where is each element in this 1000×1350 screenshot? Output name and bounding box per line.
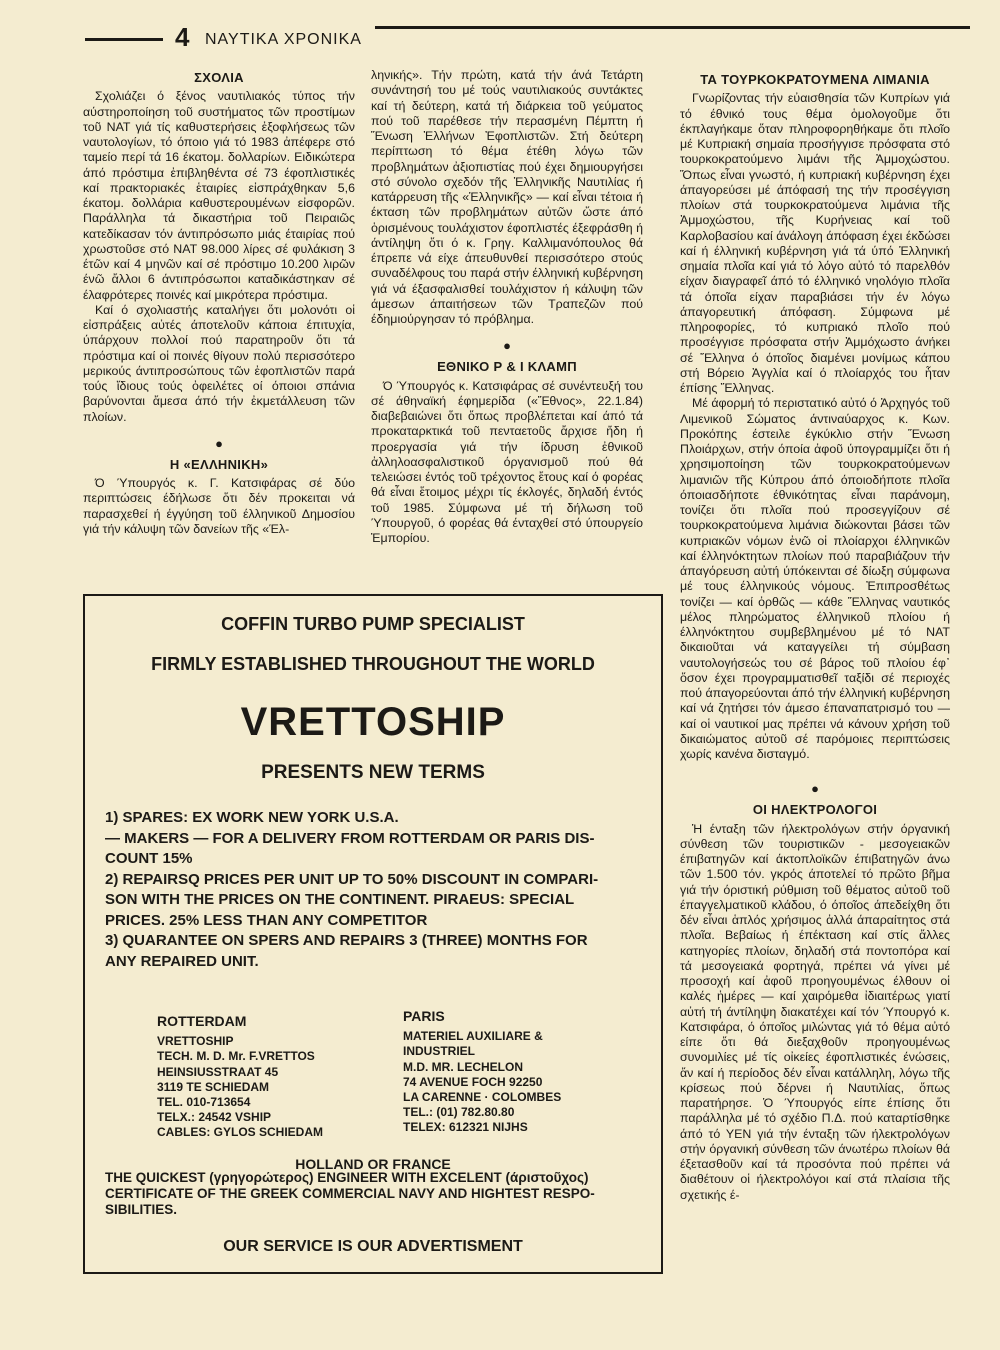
ilektro-paragraph-1: Ἡ ένταξη τῶν ήλεκτρολόγων στήν όργανική σύνθεση τῶν τουριστικῶν - μεσογειακῶν έπιβατηγῶν καί άκτοπλοϊκῶν έπιβατηγῶν άνω τῶν 1.500 τόν. γκρός άποτελεί τό πρῶτο βῆμα γιά τήν όριστική ρύθμιση τοῦ θέματος αὐτοῦ τοῦ έπαγγελματικοῦ κλάδου, ό όποῖος άπεδείχθη ὅτι δέν εἶναι ἁπλός χρήσιμος ἀλλά άπαραίτητος στά πλοῖα. Βεβαίως ή έπέκταση καί στίς ἄλλες κατηγορίες πλοίων, δηλαδή στά ποντοπόρα καί τά μεσογειακά φορτηγά, πρέπει νά γίνει μέ προσοχή καί ἀφοῦ προηγουμένως έλθουν οἱ καλές ἡμέρες — καί χαιρόμεθα ἰδιαιτέρως γιατί αὐτή τή άντίληψη διακατέχει καί τόν Ύπουργό κ. Κατσιφάρα, ό όποῖος μιλώντας γιά τό θέμα αὐτό είπε ὅτι θά διεξαχθοῦν προηγουμένως συνομιλίες μέ τίς οἰκείες έφοπλιστικές ένώσεις, ἄν καί ή περίοδος δέν εἶναι κατάλληλη, λόγω τῆς κρίσεως πού δέρνει ή Ναυτιλίας, ὅπως παρατήρησε. Ὁ Ύπουργός είπε έπίσης ὅτι παράλληλα μέ τό σχέδιο Π.Δ. πού καταρτίσθηκε άπό τό ΥΕΝ γιά τήν ένταξη τῶν ήλεκτρολόγων στήν όργανική σύνθεση τῶν άνωτέρω πλοίων θά έξετασθοῦν καί τά προσόντα πού πρέπει νά διαθέτουν οἱ ήλεκτρολόγοι καί στά πλαίσια τῆς σχετικής έ- xyxy=(680,821,950,1202)
contact-line: TELX.: 24542 VSHIP xyxy=(157,1110,272,1125)
ad-terms-list xyxy=(105,808,650,972)
ad-term-line: ANY REPAIRED UNIT. xyxy=(105,952,259,970)
page-number: 4 xyxy=(175,22,190,52)
contact-line: TECH. M. D. Mr. F.VRETTOS xyxy=(157,1049,315,1064)
ethniko-title: ΕΘΝΙΚΟ Ρ & Ι ΚΛΑΜΠ xyxy=(437,359,577,375)
contact-line: LA CARENNE · COLOMBES xyxy=(403,1090,562,1105)
contact-line: INDUSTRIEL xyxy=(403,1044,475,1059)
header-rule-left xyxy=(85,38,163,41)
vrettoship-advertisement xyxy=(83,594,663,1274)
section-bullet: ● xyxy=(811,781,819,797)
limania-paragraph-1: Γνωρίζοντας τήν εὐαισθησία τῶν Κυπρίων γιά τό έθνικό τους θέμα ὁμολογοῦμε ὅτι έκπλαγήκαμε ὅταν πληροφορηθήκαμε ὅτι πλοῖο μέ Κυπριακή σημαία προσήγγισε πρόσφατα στό τουρκοκρατούμενο λιμάνι τῆς Ἀμμοχώστου. Ὅπως εἶναι γνωστό, ή κυπριακή κυβέρνηση έχει άπαγορεύσει μέ άπόφασή της τήν προσέγγιση πλοίων στά τουρκοκρατούμενα λιμάνια τῆς Ἀμμοχώστου, τῆς Κυρήνειας καί τοῦ Καρλοβασίου καί άνάλογη άπόφαση έχει έκδώσει καί ή έλληνική κυβέρνηση γιά τά ύπό Ἑλληνική σημαία πλοῖα καί γιά τό λόγο αὐτό τό παρελθόν είχαν διαγραφεῖ άπό τό έλληνικό νηολόγιο πλοῖα τά όποῖα είχαν παραβιάσει τήν έν λόγω άπαγορευτική άπόφαση. Σύμφωνα μέ πληροφορίες, τό κυπριακό πλοῖο πού προσέγγισε πρόσφατα στήν Ἀμμόχωστο άνήκει σέ Ἕλληνα ό όποῖος διαμένει μονίμως κάπου στή Βόρειο Ἀγγλία καί ό πλοίαρχός του ἦταν έπίσης Ἕλληνας. xyxy=(680,91,950,395)
section-bullet: ● xyxy=(215,435,223,451)
ad-slogan: OUR SERVICE IS OUR ADVERTISMENT xyxy=(223,1238,523,1255)
contact-line: CABLES: GYLOS SCHIEDAM xyxy=(157,1125,324,1140)
contact-line: TELEX: 612321 NIJHS xyxy=(403,1120,528,1135)
contact-rotterdam xyxy=(157,1014,323,1141)
ad-quickest-line: CERTIFICATE OF THE GREEK COMMERCIAL NAVY AND HIGHTEST RESPO- xyxy=(105,1186,595,1201)
ad-headline-1: COFFIN TURBO PUMP SPECIALIST xyxy=(221,614,525,634)
contact-line: VRETTOSHIP xyxy=(157,1034,234,1049)
ad-term-line: — MAKERS — FOR A DELIVERY FROM ROTTERDAM OR PARIS DIS- xyxy=(105,829,595,847)
ad-term-line: 2) REPAIRSQ PRICES PER UNIT UP TO 50% DISCOUNT IN COMPARI- xyxy=(105,870,599,888)
ad-term-line: 3) QUARANTEE ON SPERS AND REPAIRS 3 (THREE) MONTHS FOR xyxy=(105,932,588,949)
ad-term-line: COUNT 15% xyxy=(105,850,193,867)
contact-city: PARIS xyxy=(403,1008,445,1024)
sxolia-title: ΣΧΟΛΙΑ xyxy=(194,70,244,85)
limania-paragraph-2: Μέ άφορμή τό περιστατικό αὐτό ό Ἀρχηγός τοῦ Λιμενικοῦ Σώματος άντιναύαρχος κ. Κων. Προκόπης έστειλε έγκύκλιο στήν Ἕνωση Πλοιάρχων, στήν όποία ἀφοῦ ύπογραμμίζει ὅτι ή χρησιμοποίηση τῶν τουρκοκρατούμενων λιμανιῶν τῆς Κύπρου άπό όποιοδήποτε πλοῖα όποιασδήποτε έθνικότητας εἶναι παράνομη, τονίζει ὅτι πλοῖα πού προσεγγίζουν σέ τουρκοκρατούμενα λιμάνια διώκονται βάσει τῶν κυπριακῶν νόμων ἐνῶ οἱ πλοίαρχοι έλληνικῶν καί έλληνόκτητων πλοίων πού παραβιάζουν τήν άπαγόρευση αὐτή ύπόκεινται σέ δίωξη σύμφωνα μέ τους έλληνικούς νόμους. Ἐπιπροσθέτως τονίζει — καί ὀρθῶς — κάθε Ἕλληνας ναυτικός μέλος πληρώματος έλληνικοῦ πλοίου ή έλληνόκτητου συμβεβλημένου μέ τό ΝΑΤ δικαιοῦται νά καταγγείλει τή σύμβαση ναυτολογήσεώς του σέ βάρος τοῦ πλοίου έφ᾽ ὅσον έχει προγραμματισθεῖ ταξίδι σέ περιοχές πού άπαγορεύονται άπό τήν έλληνική κυβέρνηση καί νά ζητήσει τόν άμεσο έπαναπατρισμό του — καί οἱ ναυτικοί μας πρέπει νά κάνουν χρήση τοῦ δικαιώματος αὐτοῦ σέ παρόμοιες περιπτώσεις χωρίς κανένα δισταγμό. xyxy=(680,396,950,761)
contact-line: M.D. MR. LECHELON xyxy=(403,1059,523,1074)
contact-line: TEL.: (01) 782.80.80 xyxy=(403,1105,515,1120)
ad-quickest-line: SIBILITIES. xyxy=(105,1202,178,1217)
publication-name: ΝΑΥΤΙΚΑ ΧΡΟΝΙΚΑ xyxy=(205,31,362,48)
column-2 xyxy=(371,68,643,546)
ad-term-line: SON WITH THE PRICES ON THE CONTINENT. PIRAEUS: SPECIAL xyxy=(105,891,575,908)
header-rule-right xyxy=(375,26,970,29)
contact-city: ROTTERDAM xyxy=(157,1013,247,1029)
column-3 xyxy=(680,72,950,1203)
ad-headline-3: PRESENTS NEW TERMS xyxy=(261,762,485,783)
contact-line: MATERIEL AUXILIARE & xyxy=(403,1029,543,1044)
section-bullet: ● xyxy=(503,338,511,354)
contact-line: 3119 TE SCHIEDAM xyxy=(157,1079,270,1094)
limania-title: ΤΑ ΤΟΥΡΚΟΚΡΑΤΟΥΜΕΝΑ ΛΙΜΑΝΙΑ xyxy=(700,72,930,87)
ad-term-line: PRICES. 25% LESS THAN ANY COMPETITOR xyxy=(105,911,428,929)
page-header xyxy=(85,22,970,52)
ad-brand-name: VRETTOSHIP xyxy=(240,700,506,744)
elliniki-continuation: ληνικής». Τήν πρώτη, κατά τήν άνά Τετάρτη συνάντησή του μέ τούς ναυτιλιακούς συντάκτες καί τή δεύτερη, κατά τή διάρκεια τοῦ γεύματος πού τοῦ παρέθεσε τήν περασμένη Πέμπτη ή Ἕνωση Ἑλλήνων Ἐφοπλιστῶν. Στή δεύτερη περίπτωση τό θέμα έτέθη λόγω τῶν προβλημάτων ἀξιοπιστίας πού έχει δημιουργήσει στό σύνολο σχεδόν τῆς Ἑλληνικῆς Ναυτιλίας ή κατάρρευση τῆς «Ἑλληνικῆς» — καί εἶναι τέτοια ή έκταση τῶν προβλημάτων αὐτῶν ὥστε άπό ὁρισμένους τουλάχιστον έφοπλιστές έξεφράσθη ή άντίληψη ὅτι ό κ. Γρηγ. Καλλιμανόπουλος θά έπρεπε νά είχε άπευθυνθεί περισσότερο στούς συναδέλφους του παρά στήν έλληνική κυβέρνηση γιά νά έξασφαλισθεί τουλάχιστον ή κάλυψη τῶν άμεσων άπαιτήσεων τῶν Τραπεζῶν πού έδημιούργησαν τό πρόβλημα. xyxy=(371,68,643,326)
ethniko-paragraph-1: Ό Ύπουργός κ. Κατσιφάρας σέ συνέντευξή του σέ άθηναϊκή έφημερίδα («Ἔθνος», 22.1.84) διαβεβαιώνει ὅτι ὅπως προβλέπεται καί άπό τά προκαταρκτικά τοῦ πενταετοῦς ἄρχισε ἤδη ή προεργασία γιά τήν ίδρυση ἐθνικοῦ ἀλληλοασφαλιστικοῦ όργανισμοῦ πού θά τελειώσει έντός τοῦ τρέχοντος ἔτους καί ό φορέας θά εἶναι ἕτοιμος μέχρι τίς έκλογές, δηλαδή έντός τοῦ 1985. Σύμφωνα μέ τή δήλωση τοῦ Ύπουργοῦ, ό φορέας θά ένταχθεί στό ύπουργείο Ἐμπορίου. xyxy=(371,378,643,545)
sxolia-paragraph-1: Σχολιάζει ό ξένος ναυτιλιακός τύπος τήν αύστηροποίηση τοῦ συστήματος τῶν προστίμων τοῦ ΝΑΤ γιά τίς καθυστερήσεις ἐξοφλήσεως τῶν ναυτολογίων, τό όποιο γιά τό 1983 ἀπέφερε στό ταμείο περί τά 16 έκατομ. δολλαρίων. Ειδικώτερα άπό πρόστιμα ἐπιβληθέντα σέ 73 έφοπλιστικές καί πρακτοριακές ἑταιρίες εἰσπράχθηκαν 5,6 έκατομ. δολλάρια καθυστερουμένων εἰσφορῶν. Παράλληλα τά δικαστήρια τοῦ Πειραιῶς κατεδίκασαν τόν άντιπρόσωπο μιάς έταιρίας πού χρωστοῦσε στό ΝΑΤ 98.000 λίρες σέ φυλάκιση 3 έτῶν καί 4 μηνῶν καί σέ πρόστιμο 10.200 λιρῶν ένῶ ἄλλοι 6 άντιπρόσωποι καταδικάστηκαν σέ έλαφρότερες ποινές καί μικρότερα πρόστιμα. xyxy=(83,89,355,302)
ad-quickest-line: THE QUICKEST (γρηγορώτερος) ENGINEER WITH EXCELENT (άριστοῦχος) xyxy=(105,1170,589,1185)
elliniki-title: Η «ΕΛΛΗΝΙΚΗ» xyxy=(169,456,269,472)
column-1 xyxy=(83,70,355,537)
contact-line: 74 AVENUE FOCH 92250 xyxy=(403,1074,543,1089)
ad-holland-france: HOLLAND OR FRANCE xyxy=(295,1156,451,1172)
elliniki-paragraph-1: Ό Ύπουργός κ. Γ. Κατσιφάρας σέ δύο περιπτώσεις έδήλωσε ὅτι δέν προκειται νά παρασχεθεί ή έγγύηση τοῦ έλληνικοῦ Δημοσίου γιά τήν κάλυψη τῶν δανείων τῆς «Έλ- xyxy=(83,476,355,536)
contact-line: TEL. 010-713654 xyxy=(157,1095,251,1110)
contact-paris xyxy=(403,1009,561,1136)
ilektro-title: ΟΙ ΗΛΕΚΤΡΟΛΟΓΟΙ xyxy=(752,802,878,818)
sxolia-paragraph-2: Καί ό σχολιαστής καταλήγει ὅτι μολονότι οἱ εἰσπράξεις αὐτές άποτελοῦν κάποια έπιτυχία, ύπάρχουν πολλοί πού παρατηροῦν ὅτι τά πρόστιμα καί οἱ ποινές θίγουν πολύ περισσότερο μερικούς άντιπροσώπους τῶν ἐφοπλιστῶν παρά τούς ἴδιους τούς ὀφειλέτες οί όποιοι σπάνια βαρύνονται ἄμεσα άπό τήν ἐκμετάλλευση τῶν πλοίων. xyxy=(83,302,355,424)
ad-headline-2: FIRMLY ESTABLISHED THROUGHOUT THE WORLD xyxy=(151,654,595,674)
ad-term-line: 1) SPARES: EX WORK NEW YORK U.S.A. xyxy=(105,809,399,826)
contact-line: HEINSIUSSTRAAT 45 xyxy=(157,1064,279,1079)
ad-quickest-block xyxy=(105,1170,650,1218)
